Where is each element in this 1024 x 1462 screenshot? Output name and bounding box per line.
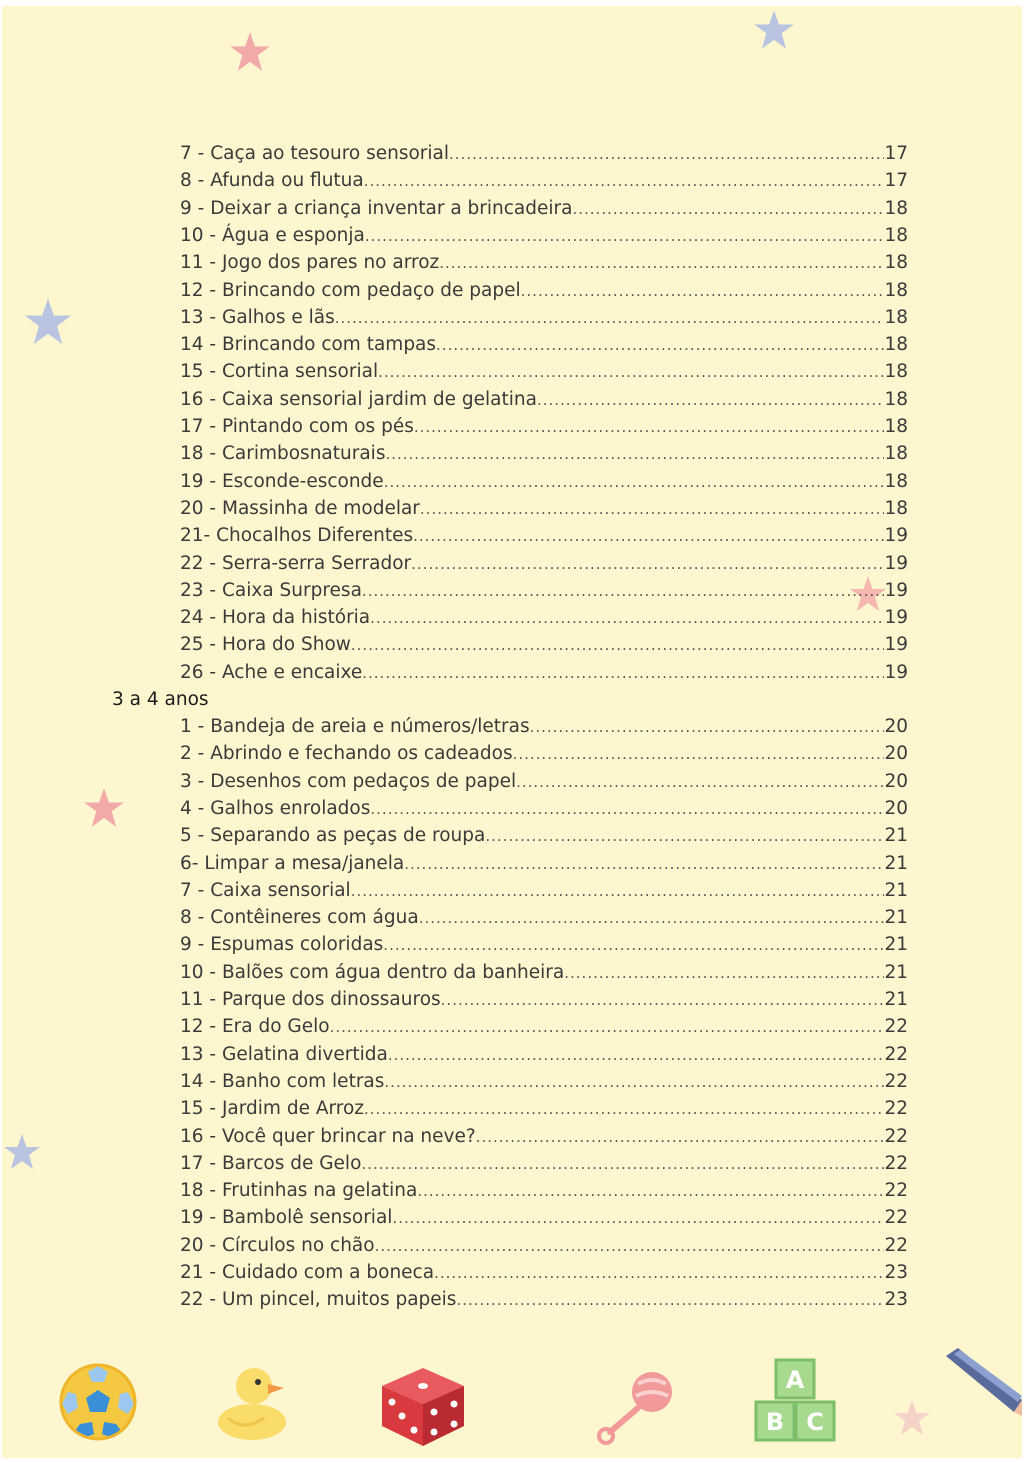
toc-entry-page-number: 20	[884, 716, 908, 737]
dice-icon	[378, 1364, 468, 1448]
toc-entry	[180, 932, 908, 958]
dot-leader	[411, 551, 884, 577]
toc-entry-title: 20 - Massinha de modelar	[180, 497, 420, 519]
toc-entry	[180, 523, 908, 549]
toc-entry-page-number: 18	[884, 416, 908, 437]
toc-entry	[180, 851, 908, 877]
toc-entry	[180, 387, 908, 413]
toc-entry-page-number: 22	[884, 1016, 908, 1038]
bottom-decoration	[2, 1346, 1022, 1458]
toc-entry-title: 10 - Balões com água dentro da banheira	[180, 961, 565, 983]
toc-entry-page-number: 18	[884, 197, 908, 219]
toc-entry-page-number: 21	[884, 879, 908, 901]
toc-entry-title: 13 - Gelatina divertida	[180, 1043, 388, 1065]
toc-entry	[180, 332, 908, 358]
toc-entry-page-number: 22	[884, 1125, 908, 1147]
dot-leader	[419, 905, 885, 931]
pencil-icon	[942, 1346, 1022, 1416]
toc-entry	[180, 1233, 908, 1259]
toc-entry-title: 22 - Serra-serra Serrador	[180, 552, 412, 574]
toc-entry-title: 19 - Bambolê sensorial	[180, 1207, 393, 1229]
toc-entry-title: 5 - Separando as peças de roupa	[180, 825, 486, 847]
toc-entry-page-number: 18	[884, 306, 908, 328]
toc-entry	[180, 878, 908, 904]
toc-entry	[180, 496, 908, 522]
dot-leader	[384, 1069, 884, 1095]
toc-entry	[180, 660, 908, 686]
toc-entry-title: 18 - Carimbosnaturais	[180, 443, 386, 465]
rubber-duck-icon	[214, 1362, 292, 1442]
toc-entry	[180, 1042, 908, 1068]
toc-entry-page-number: 22	[884, 1234, 908, 1256]
toc-entry-title: 24 - Hora da história	[180, 607, 371, 629]
block-letter-a: A	[785, 1366, 805, 1394]
toc-entry	[180, 250, 908, 276]
section-heading: 3 a 4 anos	[112, 689, 209, 710]
toc-entry	[180, 769, 908, 795]
dot-leader	[370, 796, 884, 822]
toc-entry-page-number: 18	[884, 361, 908, 383]
dot-leader	[456, 1287, 884, 1313]
toc-entry-page-number: 17	[884, 143, 908, 164]
toc-entry	[180, 1178, 908, 1204]
toc-entry-title: 6- Limpar a mesa/janela	[180, 852, 405, 874]
toc-entry-page-number: 19	[884, 607, 908, 629]
dot-leader	[449, 141, 884, 167]
toc-entry	[180, 469, 908, 495]
toc-entry-title: 23 - Caixa Surpresa	[180, 579, 362, 601]
toc-entry	[180, 359, 908, 385]
toc-entry-page-number: 21	[884, 907, 908, 929]
toc-entry-title: 9 - Deixar a criança inventar a brincadeira	[180, 197, 573, 219]
table-of-contents	[2, 6, 1022, 1458]
toc-entry	[180, 223, 908, 249]
toc-entry-title: 21- Chocalhos Diferentes	[180, 525, 414, 547]
toc-entry-page-number: 22	[884, 1180, 908, 1202]
toc-entry-page-number: 17	[884, 170, 908, 192]
toc-entry-title: 11 - Jogo dos pares no arroz	[180, 252, 440, 274]
dot-leader	[330, 1014, 885, 1040]
toc-entry-page-number: 18	[884, 224, 908, 246]
dot-leader	[378, 359, 884, 385]
toc-entry-page-number: 19	[884, 661, 908, 683]
toc-entry-page-number: 21	[884, 825, 908, 847]
toc-entry	[180, 605, 908, 631]
dot-leader	[436, 332, 884, 358]
toc-entry-title: 3 - Desenhos com pedaços de papel	[180, 770, 517, 792]
toc-entry-title: 19 - Esconde-esconde	[180, 470, 384, 492]
toc-entry	[180, 578, 908, 604]
dot-leader	[564, 960, 884, 986]
toc-entry-title: 7 - Caixa sensorial	[180, 879, 351, 901]
dot-leader	[521, 278, 885, 304]
toc-entry-page-number: 22	[884, 1098, 908, 1120]
toc-entry	[180, 987, 908, 1013]
toc-entry-title: 10 - Água e esponja	[180, 224, 365, 246]
toc-entry	[180, 1205, 908, 1231]
dot-leader	[485, 823, 884, 849]
toc-entry-title: 26 - Ache e encaixe	[180, 661, 363, 683]
toc-entry-page-number: 22	[884, 1207, 908, 1229]
toc-entry-page-number: 21	[884, 989, 908, 1010]
toc-entry-title: 13 - Galhos e lãs	[180, 306, 335, 328]
toc-entry-page-number: 18	[884, 497, 908, 519]
dot-leader	[335, 305, 885, 331]
dot-leader	[370, 605, 884, 631]
toc-entry-title: 14 - Brincando com tampas	[180, 334, 437, 356]
dot-leader	[362, 578, 885, 604]
toc-entry	[180, 551, 908, 577]
toc-entry-title: 7 - Caça ao tesouro sensorial	[180, 143, 450, 164]
toc-entry-page-number: 19	[884, 634, 908, 656]
toc-entry-page-number: 19	[884, 552, 908, 574]
dot-leader	[434, 1260, 884, 1286]
dot-leader	[375, 1233, 885, 1259]
dot-leader	[392, 1205, 884, 1231]
dot-leader	[417, 1178, 884, 1204]
toc-entry-title: 25 - Hora do Show	[180, 634, 351, 656]
dot-leader	[384, 469, 885, 495]
toc-entry-title: 20 - Círculos no chão	[180, 1234, 375, 1256]
toc-entry	[180, 1069, 908, 1095]
toc-entry	[180, 741, 908, 767]
dot-leader	[388, 1042, 885, 1068]
dot-leader	[439, 250, 884, 276]
dot-leader	[441, 987, 885, 1013]
toc-entry-page-number: 18	[884, 388, 908, 410]
dot-leader	[351, 878, 885, 904]
toc-entry-page-number: 21	[884, 961, 908, 983]
abc-blocks-icon	[752, 1356, 840, 1446]
toc-entry-title: 4 - Galhos enrolados	[180, 797, 371, 819]
toc-entry	[180, 414, 908, 440]
toc-entry-title: 16 - Caixa sensorial jardim de gelatina	[180, 388, 537, 410]
toc-entry	[180, 141, 908, 167]
toc-entry	[180, 714, 908, 740]
toc-entry	[180, 632, 908, 658]
dot-leader	[476, 1124, 885, 1150]
block-letter-c: C	[806, 1408, 824, 1436]
dot-leader	[364, 1096, 884, 1122]
dot-leader	[513, 741, 885, 767]
toc-entry-title: 8 - Afunda ou flutua	[180, 170, 364, 192]
dot-leader	[516, 769, 884, 795]
dot-leader	[530, 714, 885, 740]
block-letter-b: B	[765, 1408, 785, 1436]
toc-entry	[180, 1124, 908, 1150]
toc-entry	[180, 823, 908, 849]
toc-entry	[180, 278, 908, 304]
rattle-icon	[596, 1368, 680, 1446]
dot-leader	[404, 851, 884, 877]
toc-entry-page-number: 18	[884, 334, 908, 356]
toc-entry-title: 14 - Banho com letras	[180, 1070, 385, 1092]
dot-leader	[413, 523, 884, 549]
toc-entry-title: 15 - Jardim de Arroz	[180, 1098, 365, 1120]
dot-leader	[572, 196, 884, 222]
dot-leader	[351, 632, 885, 658]
dot-leader	[414, 414, 885, 440]
dot-leader	[385, 441, 884, 467]
dot-leader	[361, 1151, 884, 1177]
toc-entry-title: 12 - Era do Gelo	[180, 1016, 330, 1038]
toc-entry-title: 22 - Um pincel, muitos papeis	[180, 1289, 457, 1311]
toc-entry-page-number: 19	[884, 579, 908, 601]
toc-entry-title: 15 - Cortina sensorial	[180, 361, 379, 383]
toc-entry-page-number: 18	[884, 470, 908, 492]
toc-entry-page-number: 20	[884, 743, 908, 765]
toc-entry	[180, 796, 908, 822]
toc-entry	[180, 305, 908, 331]
toc-entry-page-number: 23	[884, 1289, 908, 1311]
toc-entry-page-number: 20	[884, 797, 908, 819]
toc-entry-page-number: 22	[884, 1070, 908, 1092]
toc-entry-title: 21 - Cuidado com a boneca	[180, 1262, 435, 1283]
toc-entry-title: 16 - Você quer brincar na neve?	[180, 1125, 476, 1147]
toc-entry	[180, 905, 908, 931]
toc-entry	[180, 1287, 908, 1313]
toc-entry	[180, 1260, 908, 1286]
dot-leader	[537, 387, 885, 413]
toc-entry	[180, 196, 908, 222]
toc-entry-title: 11 - Parque dos dinossauros	[180, 989, 441, 1010]
toc-entry	[180, 168, 908, 194]
toc-entry-page-number: 18	[884, 279, 908, 301]
toc-entry-page-number: 21	[884, 934, 908, 956]
toc-entry	[180, 1151, 908, 1177]
soccer-ball-icon	[58, 1362, 138, 1442]
toc-entry-page-number: 23	[884, 1262, 908, 1283]
toc-entry-title: 18 - Frutinhas na gelatina	[180, 1180, 418, 1202]
dot-leader	[364, 168, 885, 194]
toc-entry-page-number: 21	[884, 852, 908, 874]
toc-entry-title: 8 - Contêineres com água	[180, 907, 419, 929]
toc-entry-title: 17 - Pintando com os pés	[180, 416, 414, 437]
toc-entry-title: 12 - Brincando com pedaço de papel	[180, 279, 521, 301]
toc-entry-title: 9 - Espumas coloridas	[180, 934, 384, 956]
toc-entry-page-number: 22	[884, 1152, 908, 1174]
dot-leader	[383, 932, 884, 958]
toc-entry	[180, 1014, 908, 1040]
toc-entry-title: 17 - Barcos de Gelo	[180, 1152, 362, 1174]
dot-leader	[362, 660, 884, 686]
toc-entry-title: 2 - Abrindo e fechando os cadeados	[180, 743, 513, 765]
dot-leader	[365, 223, 885, 249]
toc-entry-page-number: 18	[884, 252, 908, 274]
toc-entry-page-number: 22	[884, 1043, 908, 1065]
toc-entry-page-number: 20	[884, 770, 908, 792]
document-page	[2, 6, 1022, 1458]
toc-entry-page-number: 19	[884, 525, 908, 547]
toc-entry-title: 1 - Bandeja de areia e números/letras	[180, 716, 530, 737]
toc-entry	[180, 441, 908, 467]
toc-entry-page-number: 18	[884, 443, 908, 465]
toc-entry	[180, 960, 908, 986]
toc-entry	[180, 1096, 908, 1122]
dot-leader	[420, 496, 885, 522]
